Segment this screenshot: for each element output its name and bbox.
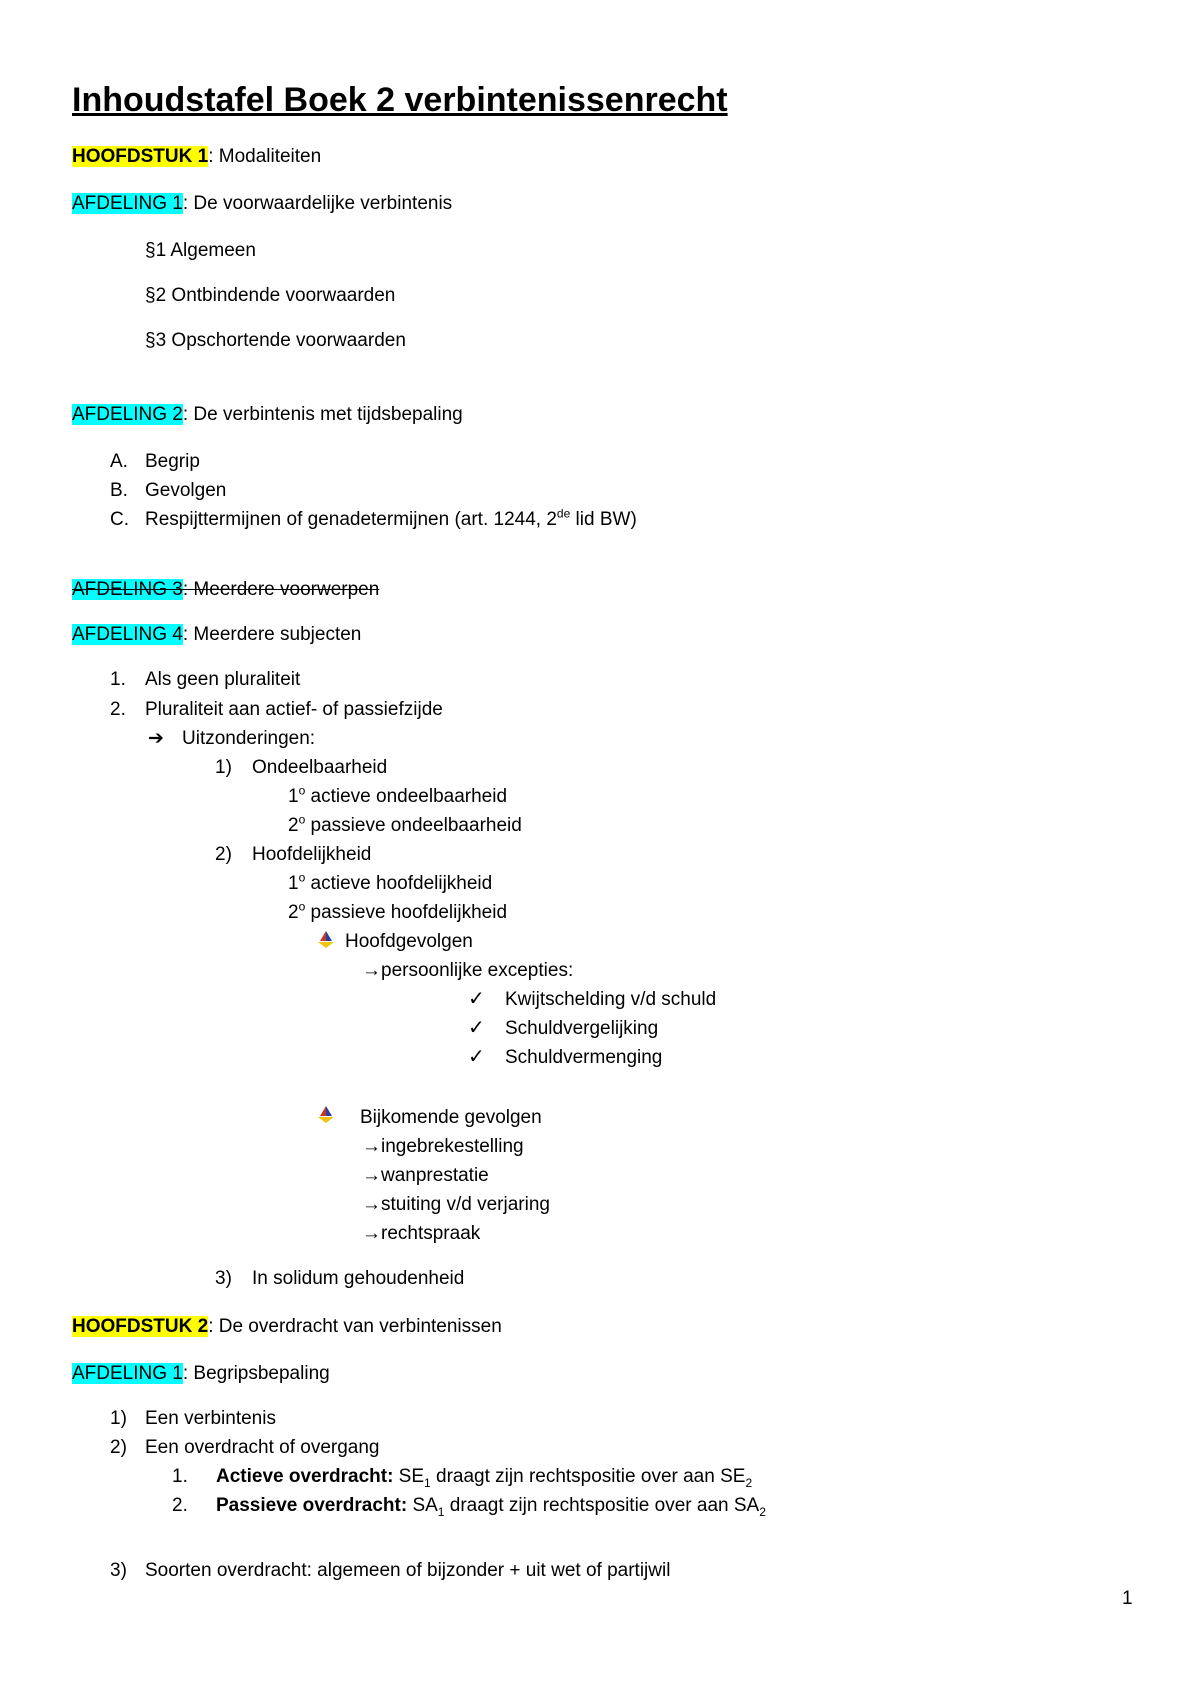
section-4-title: : Meerdere subjecten bbox=[182, 624, 362, 645]
ordinal-suffix: o bbox=[298, 899, 306, 914]
section-1-title: : De voorwaardelijke verbintenis bbox=[182, 193, 453, 214]
list-item-text bbox=[362, 1222, 480, 1246]
chapter-1-heading bbox=[72, 145, 321, 169]
list-item-text: Een overdracht of overgang bbox=[145, 1437, 380, 1458]
list-marker: 1. bbox=[110, 669, 126, 690]
section-3-label: AFDELING 3 bbox=[72, 579, 183, 600]
list-item bbox=[110, 450, 128, 474]
list-item-text: Kwijtschelding v/d schuld bbox=[505, 989, 717, 1010]
right-arrow-icon: → bbox=[362, 1136, 381, 1157]
list-item-main: actieve hoofdelijkheid bbox=[305, 873, 493, 894]
list-marker: 1) bbox=[215, 757, 232, 778]
list-item-main: draagt zijn rechtspositie over aan SA bbox=[444, 1495, 760, 1516]
list-item-text: Hoofdgevolgen bbox=[345, 931, 473, 952]
checkmark-icon: ✓ bbox=[468, 1017, 485, 1039]
list-marker: A. bbox=[110, 451, 128, 472]
ordinal-suffix: o bbox=[298, 812, 306, 827]
list-item-text: Bijkomende gevolgen bbox=[360, 1107, 542, 1128]
list-marker: 3) bbox=[215, 1268, 232, 1289]
list-item-text bbox=[288, 814, 522, 838]
right-arrow-icon: → bbox=[362, 1165, 381, 1186]
section-3-title: : Meerdere voorwerpen bbox=[182, 579, 380, 600]
multicolor-arrow-bullet-icon bbox=[318, 1106, 334, 1124]
list-marker: C. bbox=[110, 509, 129, 530]
chapter-1-title: : Modaliteiten bbox=[208, 146, 322, 167]
list-marker: 2) bbox=[110, 1437, 127, 1458]
ordinal-number: 2 bbox=[288, 815, 299, 836]
list-item-text bbox=[216, 1494, 766, 1518]
paragraph-2: §2 Ontbindende voorwaarden bbox=[145, 285, 396, 306]
ordinal-number: 1 bbox=[288, 873, 299, 894]
list-item-text bbox=[362, 959, 573, 983]
subscript: 1 bbox=[437, 1504, 445, 1519]
list-item-text bbox=[145, 508, 637, 532]
page-number: 1 bbox=[1122, 1588, 1133, 1609]
list-item-text: Pluraliteit aan actief- of passiefzijde bbox=[145, 699, 443, 720]
list-item-main: SE bbox=[393, 1466, 425, 1487]
list-item-text: Soorten overdracht: algemeen of bijzonder + uit wet of partijwil bbox=[145, 1560, 671, 1581]
list-item-text bbox=[288, 785, 507, 809]
list-item bbox=[110, 479, 128, 503]
checkmark-icon: ✓ bbox=[468, 1046, 485, 1068]
list-item-main: passieve ondeelbaarheid bbox=[305, 815, 522, 836]
term-label: Actieve overdracht: bbox=[216, 1466, 394, 1487]
chapter-1-label: HOOFDSTUK 1 bbox=[72, 146, 209, 167]
list-marker: 1) bbox=[110, 1408, 127, 1429]
list-item-text: Als geen pluraliteit bbox=[145, 669, 301, 690]
right-arrow-icon: → bbox=[362, 1194, 381, 1215]
chapter-2-title: : De overdracht van verbintenissen bbox=[208, 1316, 502, 1337]
subscript: 2 bbox=[759, 1504, 766, 1519]
list-item-text: Gevolgen bbox=[145, 480, 227, 501]
exceptions-label: Uitzonderingen: bbox=[182, 728, 316, 749]
list-item-main: persoonlijke excepties: bbox=[381, 960, 574, 981]
ordinal-suffix: de bbox=[556, 506, 571, 521]
list-marker: 2) bbox=[215, 844, 232, 865]
section-1-title: : Begripsbepaling bbox=[182, 1363, 330, 1384]
page-title: Inhoudstafel Boek 2 verbintenissenrecht bbox=[72, 81, 728, 119]
paragraph-1: §1 Algemeen bbox=[145, 240, 256, 261]
section-4-label: AFDELING 4 bbox=[72, 624, 183, 645]
list-item-main: ingebrekestelling bbox=[381, 1136, 524, 1157]
ordinal-number: 1 bbox=[288, 786, 299, 807]
section-2-heading bbox=[72, 403, 463, 427]
checkmark-icon: ✓ bbox=[468, 988, 485, 1010]
section-2-title: : De verbintenis met tijdsbepaling bbox=[182, 404, 463, 425]
list-item-text bbox=[362, 1135, 524, 1159]
list-item-main: Respijttermijnen of genadetermijnen (art. 1244, 2 bbox=[145, 509, 557, 530]
list-item-main: passieve hoofdelijkheid bbox=[305, 902, 508, 923]
list-marker: 2. bbox=[172, 1495, 188, 1516]
chapter-2-heading bbox=[72, 1315, 502, 1339]
list-item-main: stuiting v/d verjaring bbox=[381, 1194, 550, 1215]
subscript: 2 bbox=[745, 1475, 753, 1490]
chapter-2-label: HOOFDSTUK 2 bbox=[72, 1316, 209, 1337]
list-item-text bbox=[362, 1164, 489, 1188]
list-item-main: rechtspraak bbox=[381, 1223, 481, 1244]
chapter-2-section-1-heading bbox=[72, 1362, 330, 1386]
list-item-text bbox=[288, 901, 507, 925]
list-item-text bbox=[362, 1193, 550, 1217]
list-item-text: Begrip bbox=[145, 451, 200, 472]
list-marker: 2. bbox=[110, 699, 126, 720]
list-item-main: SA bbox=[407, 1495, 438, 1516]
section-1-label: AFDELING 1 bbox=[72, 1363, 183, 1384]
ordinal-suffix: o bbox=[298, 870, 306, 885]
ordinal-number: 2 bbox=[288, 902, 299, 923]
list-item-text: In solidum gehoudenheid bbox=[252, 1268, 465, 1289]
paragraph-3: §3 Opschortende voorwaarden bbox=[145, 330, 406, 351]
list-item-text: Schuldvermenging bbox=[505, 1047, 663, 1068]
list-item-main: draagt zijn rechtspositie over aan SE bbox=[430, 1466, 746, 1487]
list-item-text bbox=[216, 1465, 752, 1489]
list-item-tail: lid BW) bbox=[570, 509, 637, 530]
list-item-text bbox=[288, 872, 492, 896]
list-item bbox=[110, 508, 129, 532]
subscript: 1 bbox=[424, 1475, 431, 1490]
section-4-heading bbox=[72, 623, 361, 647]
section-3-heading bbox=[72, 578, 379, 602]
list-item-text: Een verbintenis bbox=[145, 1408, 276, 1429]
list-marker: 1. bbox=[172, 1466, 188, 1487]
right-arrow-icon: → bbox=[362, 1223, 381, 1244]
list-item-main: actieve ondeelbaarheid bbox=[305, 786, 508, 807]
right-arrow-icon: → bbox=[362, 960, 381, 981]
term-label: Passieve overdracht: bbox=[216, 1495, 408, 1516]
list-item-text: Hoofdelijkheid bbox=[252, 844, 372, 865]
right-arrow-icon: ➔ bbox=[148, 728, 164, 749]
list-item-main: wanprestatie bbox=[381, 1165, 489, 1186]
ordinal-suffix: o bbox=[298, 783, 306, 798]
section-1-label: AFDELING 1 bbox=[72, 193, 183, 214]
multicolor-arrow-bullet-icon bbox=[318, 931, 334, 949]
section-1-heading bbox=[72, 192, 452, 216]
list-marker: 3) bbox=[110, 1560, 127, 1581]
section-2-label: AFDELING 2 bbox=[72, 404, 183, 425]
list-item-text: Ondeelbaarheid bbox=[252, 757, 388, 778]
list-item-text: Schuldvergelijking bbox=[505, 1018, 659, 1039]
list-marker: B. bbox=[110, 480, 128, 501]
